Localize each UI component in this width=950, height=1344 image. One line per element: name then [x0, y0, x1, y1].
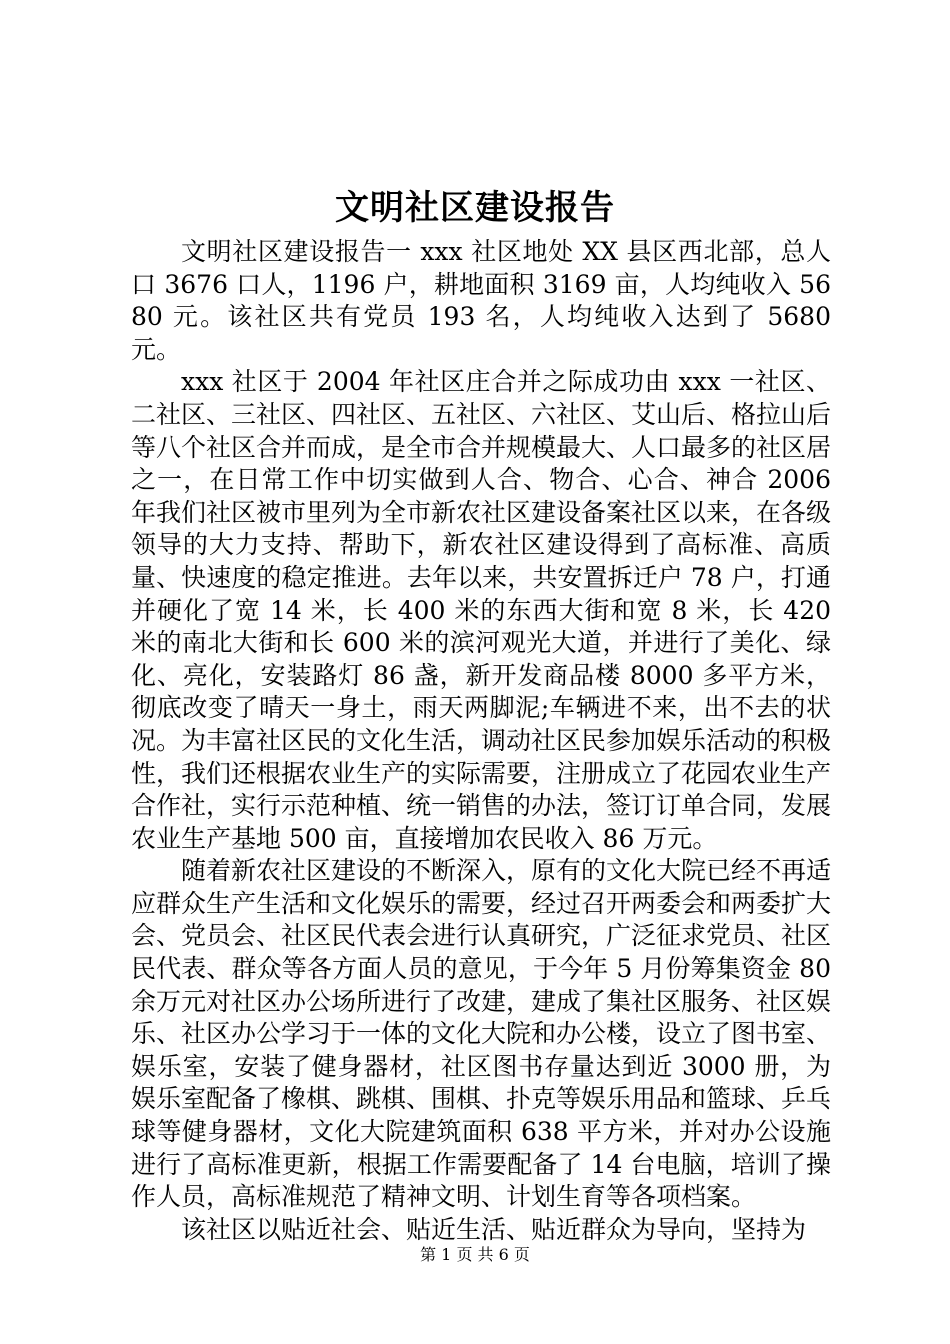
paragraph-history: xxx 社区于 2004 年社区庄合并之际成功由 xxx 一社区、二社区、三社区、四社区、五社区、六社区、艾山后、格拉山后等八个社区合并而成，是全市合并规模最大、人口最多的社区居之一，在日常工作中切实做到人合、物合、心合、神合 2006 年我们社区被市里列为全市新农社区建设备案社区以来，在各级领导的大力支持、帮助下，新农社区建设得到了高标准、高质量、快速度的稳定推进。去年以来，共安置拆迁户 78 户，打通并硬化了宽 14 米，长 400 米的东西大街和宽 8 米，长 420 米的南北大街和长 600 米的滨河观光大道，并进行了美化、绿化、亮化，安装路灯 86 盏，新开发商品楼 8000 多平方米，彻底改变了晴天一身土，雨天两脚泥;车辆进不来，出不去的状况。为丰富社区民的文化生活，调动社区民参加娱乐活动的积极性，我们还根据农业生产的实际需要，注册成立了花园农业生产合作社，实行示范种植、统一销售的办法，签订订单合同，发展农业生产基地 500 亩，直接增加农民收入 86 万元。 [131, 367, 832, 853]
paragraph-intro: 文明社区建设报告一 xxx 社区地处 XX 县区西北部，总人口 3676 口人，1196 户，耕地面积 3169 亩，人均纯收入 5680 元。该社区共有党员 193 名，人均纯收入达到了 5680 元。 [131, 237, 831, 364]
paragraph-culture: 随着新农社区建设的不断深入，原有的文化大院已经不再适应群众生产生活和文化娱乐的需要，经过召开两委会和两委扩大会、党员会、社区民代表会进行认真研究，广泛征求党员、社区民代表、群众等各方面人员的意见，于今年 5 月份筹集资金 80 余万元对社区办公场所进行了改建，建成了集社区服务、社区娱乐、社区办公学习于一体的文化大院和办公楼，设立了图书室、娱乐室，安装了健身器材，社区图书存量达到近 3000 册，为娱乐室配备了橡棋、跳棋、围棋、扑克等娱乐用品和篮球、乒乓球等健身器材，文化大院建筑面积 638 平方米，并对办公设施进行了高标准更新，根据工作需要配备了 14 台电脑，培训了操作人员，高标准规范了精神文明、计划生育等各项档案。 [131, 856, 832, 1212]
document-title: 文明社区建设报告 [335, 188, 615, 228]
paragraph-guidance: 该社区以贴近社会、贴近生活、贴近群众为导向，坚持为 [181, 1214, 807, 1244]
page-footer: 第 1 页 共 6 页 [420, 1245, 530, 1264]
document-body [131, 236, 831, 1246]
